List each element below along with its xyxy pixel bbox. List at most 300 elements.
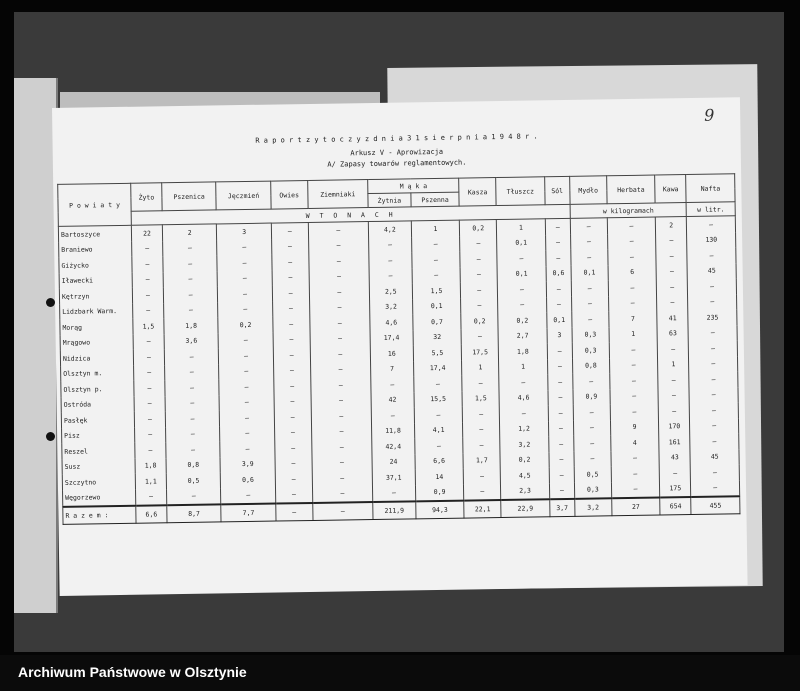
row-label: Morąg bbox=[60, 319, 133, 336]
table-cell: – bbox=[547, 358, 572, 374]
row-label: Pasłęk bbox=[61, 412, 134, 429]
table-cell: – bbox=[690, 418, 739, 434]
table-cell: – bbox=[273, 316, 310, 332]
table-cell: – bbox=[275, 471, 312, 487]
col-header-zytnia: Żytnia bbox=[368, 193, 411, 208]
table-cell: 1,5 bbox=[462, 391, 499, 407]
table-cell: – bbox=[133, 334, 164, 350]
table-cell: 0,1 bbox=[571, 265, 608, 281]
table-cell: – bbox=[309, 253, 370, 269]
table-cell: 1,2 bbox=[500, 421, 549, 437]
table-cell: 14 bbox=[415, 469, 464, 485]
table-cell: 0,2 bbox=[218, 317, 273, 333]
table-cell: 2 bbox=[162, 224, 217, 241]
table-cell: – bbox=[548, 405, 573, 421]
table-cell: – bbox=[274, 378, 311, 394]
table-cell: 0,8 bbox=[572, 358, 609, 374]
table-cell: 22,9 bbox=[501, 499, 550, 517]
table-cell: 1,5 bbox=[133, 318, 164, 334]
table-cell: 1 bbox=[658, 357, 689, 373]
table-cell: 1,5 bbox=[412, 283, 461, 299]
table-cell: – bbox=[311, 424, 372, 440]
table-cell: – bbox=[218, 286, 273, 302]
table-cell: 161 bbox=[659, 434, 690, 450]
table-cell: – bbox=[166, 488, 221, 505]
table-cell: – bbox=[134, 380, 165, 396]
table-cell: – bbox=[132, 272, 163, 288]
table-cell: 42,4 bbox=[372, 438, 415, 454]
table-cell: 1,7 bbox=[463, 453, 500, 469]
table-cell: – bbox=[312, 470, 373, 486]
col-header-jeczmien: Jęczmień bbox=[216, 181, 271, 210]
table-cell: – bbox=[219, 363, 274, 379]
table-cell: 0,6 bbox=[546, 265, 571, 281]
col-header-tluszcz: Tłuszcz bbox=[496, 177, 545, 206]
table-cell: – bbox=[217, 239, 272, 255]
table-cell: – bbox=[689, 340, 738, 356]
table-cell: – bbox=[546, 250, 571, 266]
table-cell: 17,5 bbox=[462, 344, 499, 360]
table-cell: – bbox=[165, 364, 220, 380]
table-cell: – bbox=[463, 406, 500, 422]
table-body bbox=[58, 216, 740, 525]
table-cell: 6 bbox=[608, 264, 657, 280]
table-cell: – bbox=[369, 237, 412, 253]
row-label: Giżycko bbox=[59, 257, 132, 274]
table-cell: 3,9 bbox=[220, 456, 275, 472]
supplies-table bbox=[57, 173, 740, 525]
table-cell: 0,2 bbox=[498, 312, 547, 328]
table-cell: – bbox=[546, 296, 571, 312]
table-cell: 0,9 bbox=[415, 484, 464, 501]
table-cell: 211,9 bbox=[373, 501, 416, 519]
table-cell: 3,7 bbox=[549, 499, 574, 517]
table-cell: – bbox=[570, 218, 607, 235]
table-cell: – bbox=[218, 332, 273, 348]
table-cell: – bbox=[687, 216, 736, 233]
table-cell: – bbox=[690, 464, 739, 480]
table-cell: – bbox=[274, 393, 311, 409]
table-cell: – bbox=[573, 404, 610, 420]
table-cell: 0,1 bbox=[547, 312, 572, 328]
table-cell: 455 bbox=[691, 496, 740, 514]
table-cell: – bbox=[373, 485, 416, 502]
table-cell: 4,2 bbox=[368, 221, 411, 238]
table-cell: – bbox=[463, 422, 500, 438]
row-label: Ostróda bbox=[61, 396, 134, 413]
table-cell: 3,2 bbox=[370, 299, 413, 315]
units-kg: w kilogramach bbox=[570, 203, 687, 219]
table-cell: 3,2 bbox=[500, 436, 549, 452]
table-cell: 3,2 bbox=[575, 498, 612, 516]
table-cell: – bbox=[656, 233, 687, 249]
col-header-ziemniaki: Ziemniaki bbox=[307, 180, 368, 209]
table-cell: – bbox=[310, 346, 371, 362]
table-cell: 8,7 bbox=[167, 504, 222, 522]
table-cell: – bbox=[574, 451, 611, 467]
punch-hole bbox=[46, 432, 55, 441]
table-cell: – bbox=[272, 300, 309, 316]
table-cell: 1,1 bbox=[135, 473, 166, 489]
table-cell: – bbox=[497, 281, 546, 297]
table-cell: – bbox=[310, 315, 371, 331]
table-cell: – bbox=[611, 481, 660, 498]
table-cell: – bbox=[660, 465, 691, 481]
table-cell: – bbox=[499, 374, 548, 390]
table-cell: 45 bbox=[690, 449, 739, 465]
table-cell: – bbox=[309, 300, 370, 316]
table-cell: – bbox=[165, 410, 220, 426]
punch-hole bbox=[46, 298, 55, 307]
table-cell: – bbox=[218, 301, 273, 317]
table-cell: – bbox=[308, 238, 369, 254]
table-cell: – bbox=[414, 407, 463, 423]
table-cell: – bbox=[460, 251, 497, 267]
table-cell: – bbox=[310, 377, 371, 393]
col-header-mydlo: Mydło bbox=[570, 176, 607, 205]
table-cell: – bbox=[311, 439, 372, 455]
table-cell: – bbox=[221, 487, 276, 504]
table-cell: 45 bbox=[687, 263, 736, 279]
table-cell: – bbox=[656, 264, 687, 280]
table-cell: – bbox=[135, 442, 166, 458]
table-cell: 37,1 bbox=[372, 469, 415, 485]
table-cell: 11,8 bbox=[372, 423, 415, 439]
table-cell: 0,9 bbox=[573, 389, 610, 405]
table-cell: 235 bbox=[688, 309, 737, 325]
table-cell: 2,7 bbox=[498, 328, 547, 344]
table-cell: – bbox=[218, 270, 273, 286]
table-cell: – bbox=[688, 294, 737, 310]
row-label: Olsztyn m. bbox=[61, 365, 134, 382]
table-cell: – bbox=[657, 279, 688, 295]
table-cell: 7 bbox=[371, 361, 414, 377]
table-cell: – bbox=[412, 252, 461, 268]
table-cell: – bbox=[371, 376, 414, 392]
table-cell: 1 bbox=[499, 359, 548, 375]
table-cell: – bbox=[548, 436, 573, 452]
table-cell: – bbox=[545, 234, 570, 250]
table-cell: 6,6 bbox=[136, 505, 167, 523]
row-label: Olsztyn p. bbox=[61, 381, 134, 398]
table-cell: – bbox=[273, 347, 310, 363]
table-cell: – bbox=[497, 250, 546, 266]
table-cell: 0,2 bbox=[461, 313, 498, 329]
table-cell: – bbox=[164, 302, 219, 318]
col-header-pszenica: Pszenica bbox=[162, 182, 217, 211]
col-header-powiaty: P o w i a t y bbox=[58, 183, 132, 226]
row-label: Bartoszyce bbox=[58, 225, 131, 242]
table-cell: – bbox=[271, 222, 308, 239]
table-cell: – bbox=[607, 217, 656, 234]
col-header-kasza: Kasza bbox=[459, 178, 496, 207]
table-cell: – bbox=[463, 437, 500, 453]
table-cell: – bbox=[133, 303, 164, 319]
table-cell: – bbox=[219, 348, 274, 364]
table-cell: – bbox=[549, 482, 574, 499]
table-cell: – bbox=[609, 373, 658, 389]
table-cell: 0,1 bbox=[497, 235, 546, 251]
table-cell: – bbox=[690, 402, 739, 418]
table-cell: – bbox=[548, 420, 573, 436]
table-cell: – bbox=[570, 234, 607, 250]
table-cell: – bbox=[464, 468, 501, 484]
table-cell: 42 bbox=[371, 392, 414, 408]
table-cell: – bbox=[549, 467, 574, 483]
table-cell: – bbox=[414, 438, 463, 454]
table-cell: – bbox=[163, 240, 218, 256]
report-title: R a p o r t z y t o c z y z d n i a 3 1 s i e r p n i a 1 9 4 8 r . bbox=[255, 132, 538, 145]
table-cell: – bbox=[461, 282, 498, 298]
table-cell: – bbox=[275, 440, 312, 456]
table-cell: – bbox=[275, 455, 312, 471]
table-cell: – bbox=[311, 408, 372, 424]
table-cell: 2,3 bbox=[501, 483, 550, 500]
table-cell: – bbox=[369, 268, 412, 284]
table-cell: 16 bbox=[370, 345, 413, 361]
table-cell: 0,3 bbox=[572, 342, 609, 358]
table-cell: 2 bbox=[656, 217, 687, 233]
table-cell: – bbox=[689, 356, 738, 372]
table-cell: – bbox=[163, 255, 218, 271]
table-cell: – bbox=[135, 489, 166, 506]
table-cell: – bbox=[658, 341, 689, 357]
table-cell: – bbox=[573, 420, 610, 436]
table-cell: 7 bbox=[608, 311, 657, 327]
table-cell: – bbox=[132, 256, 163, 272]
row-label: Lidzbark Warm. bbox=[60, 303, 133, 320]
table-cell: 0,5 bbox=[574, 466, 611, 482]
table-cell: 32 bbox=[413, 329, 462, 345]
table-cell: 0,1 bbox=[412, 298, 461, 314]
table-cell: – bbox=[460, 267, 497, 283]
sheet-subtitle: Arkusz V - Aprowizacja bbox=[350, 147, 444, 158]
table-cell: – bbox=[609, 357, 658, 373]
table-cell: 4 bbox=[610, 435, 659, 451]
table-cell: 0,5 bbox=[166, 472, 221, 488]
col-header-herbata: Herbata bbox=[606, 175, 655, 204]
table-cell: – bbox=[163, 286, 218, 302]
table-cell: – bbox=[134, 365, 165, 381]
table-cell: 1,8 bbox=[498, 343, 547, 359]
table-cell: 0,1 bbox=[497, 266, 546, 282]
table-cell: 3 bbox=[217, 223, 272, 240]
row-label: Mrągowo bbox=[60, 334, 133, 351]
table-cell: – bbox=[658, 388, 689, 404]
table-cell: – bbox=[219, 379, 274, 395]
table-cell: – bbox=[656, 248, 687, 264]
table-cell: 2,5 bbox=[369, 283, 412, 299]
table-cell: – bbox=[311, 393, 372, 409]
table-cell: – bbox=[164, 348, 219, 364]
table-cell: 0,2 bbox=[460, 220, 497, 237]
row-label: Braniewo bbox=[59, 241, 132, 258]
table-cell: – bbox=[275, 486, 312, 503]
table-cell: – bbox=[687, 247, 736, 263]
table-cell: 17,4 bbox=[413, 360, 462, 376]
table-cell: 0,8 bbox=[166, 457, 221, 473]
table-cell: – bbox=[690, 433, 739, 449]
table-cell: – bbox=[548, 389, 573, 405]
table-cell: – bbox=[276, 503, 313, 521]
table-cell: – bbox=[369, 252, 412, 268]
table-cell: 1,8 bbox=[164, 317, 219, 333]
col-header-nafta: Nafta bbox=[686, 174, 735, 203]
table-cell: 15,5 bbox=[414, 391, 463, 407]
table-cell: – bbox=[135, 427, 166, 443]
table-cell: – bbox=[220, 425, 275, 441]
col-header-owies: Owies bbox=[271, 180, 308, 209]
table-cell: 170 bbox=[659, 419, 690, 435]
table-cell: – bbox=[163, 271, 218, 287]
row-label: Szczytno bbox=[62, 474, 135, 491]
table-cell: – bbox=[220, 410, 275, 426]
table-cell: – bbox=[414, 376, 463, 392]
table-cell: 43 bbox=[659, 450, 690, 466]
units-litres: w litr. bbox=[686, 202, 735, 217]
table-cell: – bbox=[461, 298, 498, 314]
units-tonnes: W T O N A C H bbox=[131, 204, 570, 225]
table-cell: – bbox=[548, 374, 573, 390]
table-cell: – bbox=[574, 435, 611, 451]
col-header-maka: M ą k a bbox=[368, 178, 460, 193]
table-cell: 41 bbox=[657, 310, 688, 326]
table-cell: 1,8 bbox=[135, 458, 166, 474]
table-cell: – bbox=[689, 371, 738, 387]
table-cell: – bbox=[134, 396, 165, 412]
table-cell: – bbox=[310, 331, 371, 347]
table-cell: – bbox=[659, 403, 690, 419]
table-cell: – bbox=[273, 331, 310, 347]
row-label: Iławecki bbox=[59, 272, 132, 289]
table-cell: – bbox=[272, 285, 309, 301]
table-cell: – bbox=[657, 295, 688, 311]
table-cell: – bbox=[134, 411, 165, 427]
table-cell: – bbox=[691, 480, 740, 497]
table-cell: 3 bbox=[547, 327, 572, 343]
table-cell: 1 bbox=[609, 326, 658, 342]
row-label: Węgorzewo bbox=[63, 489, 136, 507]
binder-spine bbox=[14, 78, 58, 613]
table-cell: – bbox=[462, 375, 499, 391]
table-cell: – bbox=[610, 404, 659, 420]
table-cell: – bbox=[273, 362, 310, 378]
table-cell: – bbox=[571, 249, 608, 265]
row-label: Nidzica bbox=[60, 350, 133, 367]
table-cell: – bbox=[546, 281, 571, 297]
table-cell: – bbox=[217, 255, 272, 271]
table-cell: – bbox=[309, 284, 370, 300]
row-label: Pisz bbox=[62, 427, 135, 444]
table-cell: 130 bbox=[687, 232, 736, 248]
table-cell: 4,6 bbox=[370, 314, 413, 330]
table-cell: – bbox=[611, 466, 660, 482]
table-cell: 6,6 bbox=[415, 453, 464, 469]
table-cell: 24 bbox=[372, 454, 415, 470]
table-cell: – bbox=[220, 441, 275, 457]
row-label: Reszel bbox=[62, 443, 135, 460]
table-cell: – bbox=[312, 455, 373, 471]
document-sheet bbox=[52, 97, 748, 596]
table-cell: – bbox=[608, 280, 657, 296]
table-cell: – bbox=[272, 269, 309, 285]
col-header-sol: Sól bbox=[544, 176, 570, 204]
col-header-kawa: Kawa bbox=[655, 175, 686, 203]
table-cell: – bbox=[545, 218, 570, 234]
table-cell: – bbox=[547, 343, 572, 359]
table-cell: – bbox=[219, 394, 274, 410]
table-cell: – bbox=[132, 241, 163, 257]
table-cell: – bbox=[411, 236, 460, 252]
table-cell: – bbox=[371, 407, 414, 423]
table-cell: – bbox=[549, 451, 574, 467]
table-cell: – bbox=[609, 342, 658, 358]
table-cell: 63 bbox=[657, 326, 688, 342]
table-cell: 9 bbox=[610, 419, 659, 435]
row-label: Susz bbox=[62, 458, 135, 475]
table-cell: – bbox=[572, 311, 609, 327]
table-cell: 17,4 bbox=[370, 330, 413, 346]
table-cell: – bbox=[573, 373, 610, 389]
table-cell: – bbox=[132, 287, 163, 303]
table-cell: – bbox=[412, 267, 461, 283]
col-header-pszenna: Pszenna bbox=[411, 192, 460, 207]
table-cell: 7,7 bbox=[221, 504, 276, 522]
table-cell: 0,7 bbox=[413, 314, 462, 330]
page-number: 9 bbox=[704, 105, 715, 125]
table-cell: 27 bbox=[611, 497, 660, 515]
table-cell: – bbox=[688, 325, 737, 341]
table-cell: 175 bbox=[660, 481, 691, 498]
row-label: R a z e m : bbox=[63, 506, 136, 525]
table-cell: – bbox=[610, 388, 659, 404]
table-cell: – bbox=[165, 426, 220, 442]
table-cell: – bbox=[274, 424, 311, 440]
table-cell: – bbox=[274, 409, 311, 425]
archive-label: Archiwum Państwowe w Olsztynie bbox=[18, 664, 247, 680]
table-cell: – bbox=[461, 329, 498, 345]
table-cell: – bbox=[165, 379, 220, 395]
table-cell: – bbox=[571, 296, 608, 312]
table-cell: 3,6 bbox=[164, 333, 219, 349]
table-cell: 1 bbox=[411, 220, 460, 237]
table-cell: 0,3 bbox=[574, 482, 611, 499]
table-cell: – bbox=[460, 236, 497, 252]
table-cell: – bbox=[658, 372, 689, 388]
table-cell: – bbox=[308, 222, 369, 239]
table-cell: – bbox=[689, 387, 738, 403]
table-cell: – bbox=[272, 254, 309, 270]
table-cell: – bbox=[608, 295, 657, 311]
table-cell: – bbox=[688, 278, 737, 294]
table-cell: – bbox=[309, 269, 370, 285]
table-cell: 1 bbox=[496, 219, 545, 236]
table-cell: 4,6 bbox=[499, 390, 548, 406]
col-header-zyto: Żyto bbox=[131, 183, 162, 211]
table-cell: 1 bbox=[462, 360, 499, 376]
table-cell: – bbox=[499, 405, 548, 421]
table-cell: – bbox=[165, 395, 220, 411]
table-cell: – bbox=[312, 502, 373, 520]
table-cell: – bbox=[271, 238, 308, 254]
table-cell: 5,5 bbox=[413, 345, 462, 361]
table-cell: – bbox=[166, 441, 221, 457]
table-cell: 4,1 bbox=[414, 422, 463, 438]
table-cell: 22 bbox=[131, 225, 162, 241]
table-cell: 4,5 bbox=[500, 467, 549, 483]
table-cell: 0,3 bbox=[572, 327, 609, 343]
section-title: A/ Zapasy towarów reglamentowych. bbox=[327, 158, 467, 169]
